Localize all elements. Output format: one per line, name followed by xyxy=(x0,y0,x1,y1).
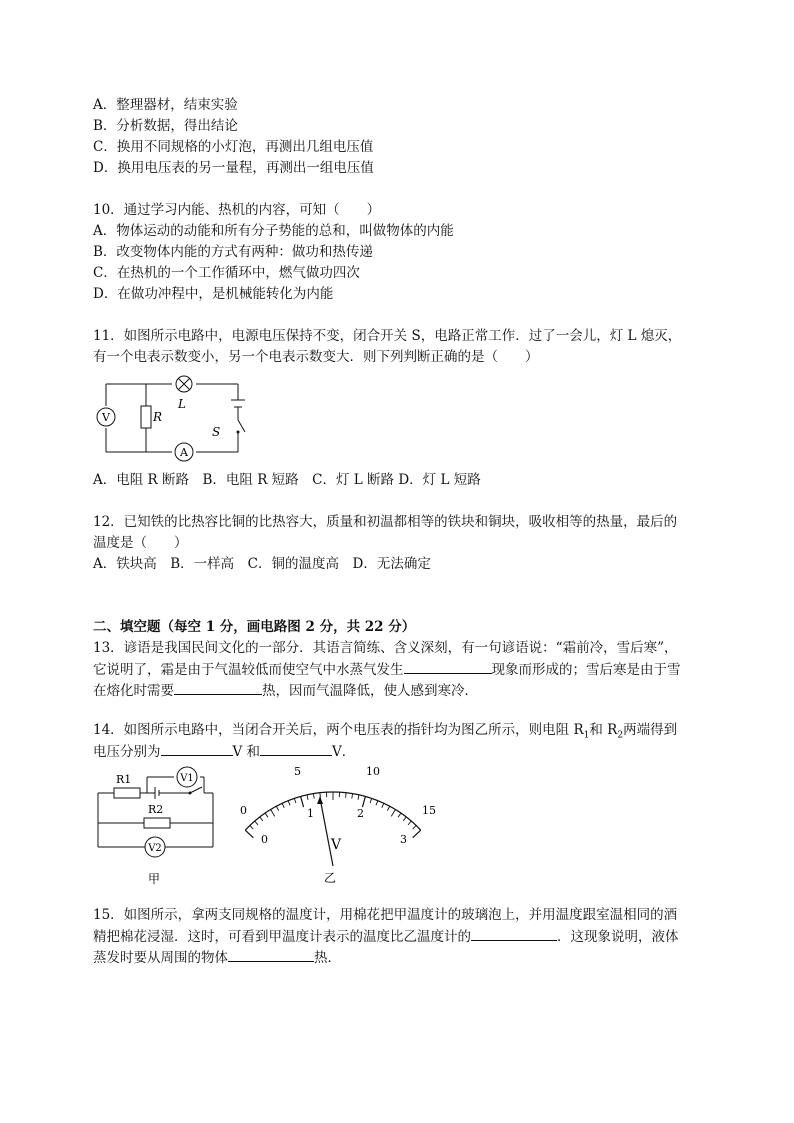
q11-lamp-label: L xyxy=(178,397,186,411)
q14-line2 xyxy=(93,741,355,762)
q14-line1-a: 14．如图所示电路中，当闭合开关后，两个电压表的指针均为图乙所示，则电阻 R xyxy=(93,722,584,738)
q13-line1: 13．谚语是我国民间文化的一部分．其语言简练、含义深刻，有一句谚语说：“霜前冷，雪后寒”， xyxy=(93,640,678,656)
q14-r2-subscript: 2 xyxy=(617,730,624,741)
q14-dial-tick xyxy=(413,830,421,838)
q14-line2-a: 电压分别为 xyxy=(93,744,161,760)
q14-dial-tick xyxy=(260,817,263,821)
q14-dial-tick xyxy=(255,821,258,825)
q14-dial-bottom-0: 0 xyxy=(261,833,268,846)
q14-blank-1[interactable] xyxy=(161,741,233,756)
q14-dial-tick xyxy=(288,801,290,806)
q14-dial-tick xyxy=(346,793,347,798)
q13-line2-b: 现象而形成的；雪后寒是由于雪 xyxy=(491,662,681,678)
q14-v2-label: V2 xyxy=(148,843,162,854)
q14-dial-tick xyxy=(370,798,372,803)
q14-dial-needle xyxy=(320,798,333,866)
q14-r2-label: R2 xyxy=(148,803,164,816)
q14-dial-tick xyxy=(307,795,308,800)
q13-blank-2[interactable] xyxy=(174,680,262,695)
q14-dial-bottom-1: 1 xyxy=(307,807,314,820)
q13-blank-1[interactable] xyxy=(404,659,492,674)
q11-ammeter-label: A xyxy=(180,446,188,459)
q10-option-d: D．在做功冲程中，是机械能转化为内能 xyxy=(93,286,334,302)
q12-stem-line2: 温度是（ ） xyxy=(93,535,188,551)
q14-dial-top-0: 0 xyxy=(240,804,247,817)
q14-v1-label: V1 xyxy=(180,773,194,784)
q15-line3 xyxy=(93,947,341,968)
q14-line2-c: V． xyxy=(332,744,356,760)
q14-dial-tick xyxy=(294,798,296,803)
q14-line1-b: 和 R xyxy=(589,722,618,738)
q14-circuit-diagram xyxy=(92,763,222,889)
q14-dial-tick xyxy=(391,810,395,817)
q14-dial-tick xyxy=(408,821,411,825)
q14-dial-tick xyxy=(387,806,389,810)
q14-dial-tick xyxy=(398,813,401,817)
q10-option-a: A．物体运动的动能和所有分子势能的总和，叫做物体的内能 xyxy=(93,223,454,239)
q11-resistor-label: R xyxy=(153,410,163,424)
q14-blank-2[interactable] xyxy=(260,741,332,756)
q14-dial-tick xyxy=(271,810,275,817)
q14-dial-tick xyxy=(403,817,406,821)
q11-stem-line2: 有一个电表示数变小，另一个电表示数变大．则下列判断正确的是（ ） xyxy=(93,349,539,365)
q9-option-a: A．整理器材，结束实验 xyxy=(93,97,238,113)
q15-blank-2[interactable] xyxy=(228,947,314,962)
q14-dial-unit: V xyxy=(331,837,342,853)
q11-options: A．电阻 R 断路 B．电阻 R 短路 C．灯 L 断路 D．灯 L 短路 xyxy=(93,472,481,488)
q14-dial-tick xyxy=(313,794,314,799)
q14-dial-tick xyxy=(265,813,268,817)
q15-line3-b: 热． xyxy=(314,950,341,966)
q12-options: A．铁块高 B．一样高 C．铜的温度高 D．无法确定 xyxy=(93,556,431,572)
q14-dial-caption: 乙 xyxy=(324,871,337,885)
q14-dial-tick xyxy=(376,801,378,806)
q14-dial-top-5: 5 xyxy=(294,765,301,778)
q14-dial-needle-tip xyxy=(317,796,323,804)
q15-line3-a: 蒸发时要从周围的物体 xyxy=(93,950,228,966)
q10-option-c: C．在热机的一个工作循环中，燃气做功四次 xyxy=(93,265,360,281)
q14-dial-tick xyxy=(358,795,359,800)
q14-dial-tick xyxy=(282,803,284,808)
q13-line3-a: 在熔化时需要 xyxy=(93,683,174,699)
q15-blank-1[interactable] xyxy=(471,926,557,941)
q9-option-b: B．分析数据，得出结论 xyxy=(93,118,238,134)
q13-line2-a: 它说明了，霜是由于气温较低而使空气中水蒸气发生 xyxy=(93,662,404,678)
q15-line2 xyxy=(93,926,679,947)
q14-r1-subscript: 1 xyxy=(583,730,590,741)
q14-r1-label: R1 xyxy=(116,773,132,786)
q14-circuit-caption: 甲 xyxy=(148,872,161,886)
q14-dial-tick xyxy=(382,803,384,808)
q14-dial-tick xyxy=(413,825,416,829)
q11-circuit-diagram xyxy=(92,372,252,464)
q13-line2 xyxy=(93,659,681,680)
q13-line3-b: 热，因而气温降低，使人感到寒冷． xyxy=(262,683,478,699)
q14-dial-bottom-3: 3 xyxy=(400,833,407,846)
q10-option-b: B．改变物体内能的方式有两种：做功和热传递 xyxy=(93,244,373,260)
q11-stem-line1: 11．如图所示电路中，电源电压保持不变，闭合开关 S，电路正常工作．过了一会儿，灯 L 熄灭， xyxy=(93,328,682,344)
q14-dial-tick xyxy=(276,806,278,810)
q15-line1: 15．如图所示，拿两支同规格的温度计，用棉花把甲温度计的玻璃泡上，并用温度跟室温相同的酒 xyxy=(93,907,678,923)
q14-dial-tick xyxy=(301,796,304,807)
q10-stem: 10．通过学习内能、热机的内容，可知（ ） xyxy=(93,202,381,218)
section2-heading: 二、填空题（每空 1 分，画电路图 2 分，共 22 分） xyxy=(93,619,416,635)
q14-dial-tick xyxy=(245,830,253,838)
q14-dial-bottom-2: 2 xyxy=(357,807,364,820)
q11-switch-label: S xyxy=(212,425,221,439)
q15-line2-b: ．这现象说明，液体 xyxy=(557,929,679,945)
q14-line1-c: 两端得到 xyxy=(623,722,678,738)
q14-dial-tick xyxy=(250,825,253,829)
q14-dial-top-10: 10 xyxy=(366,765,380,778)
q14-voltmeter-dial xyxy=(232,762,442,888)
q12-stem-line1: 12．已知铁的比热容比铜的比热容大，质量和初温都相等的铁块和铜块，吸收相等的热量，最后的 xyxy=(93,514,678,530)
q15-line2-a: 精把棉花浸湿．这时，可看到甲温度计表示的温度比乙温度计的 xyxy=(93,929,471,945)
q14-dial-tick xyxy=(362,796,365,807)
q9-option-c: C．换用不同规格的小灯泡，再测出几组电压值 xyxy=(93,139,374,155)
q13-line3 xyxy=(93,680,478,701)
q11-voltmeter-label: V xyxy=(102,411,110,424)
q14-line2-b: V 和 xyxy=(232,744,261,760)
q14-dial-top-15: 15 xyxy=(422,804,436,817)
q9-option-d: D．换用电压表的另一量程，再测出一组电压值 xyxy=(93,160,374,176)
q14-dial-tick xyxy=(352,794,353,799)
